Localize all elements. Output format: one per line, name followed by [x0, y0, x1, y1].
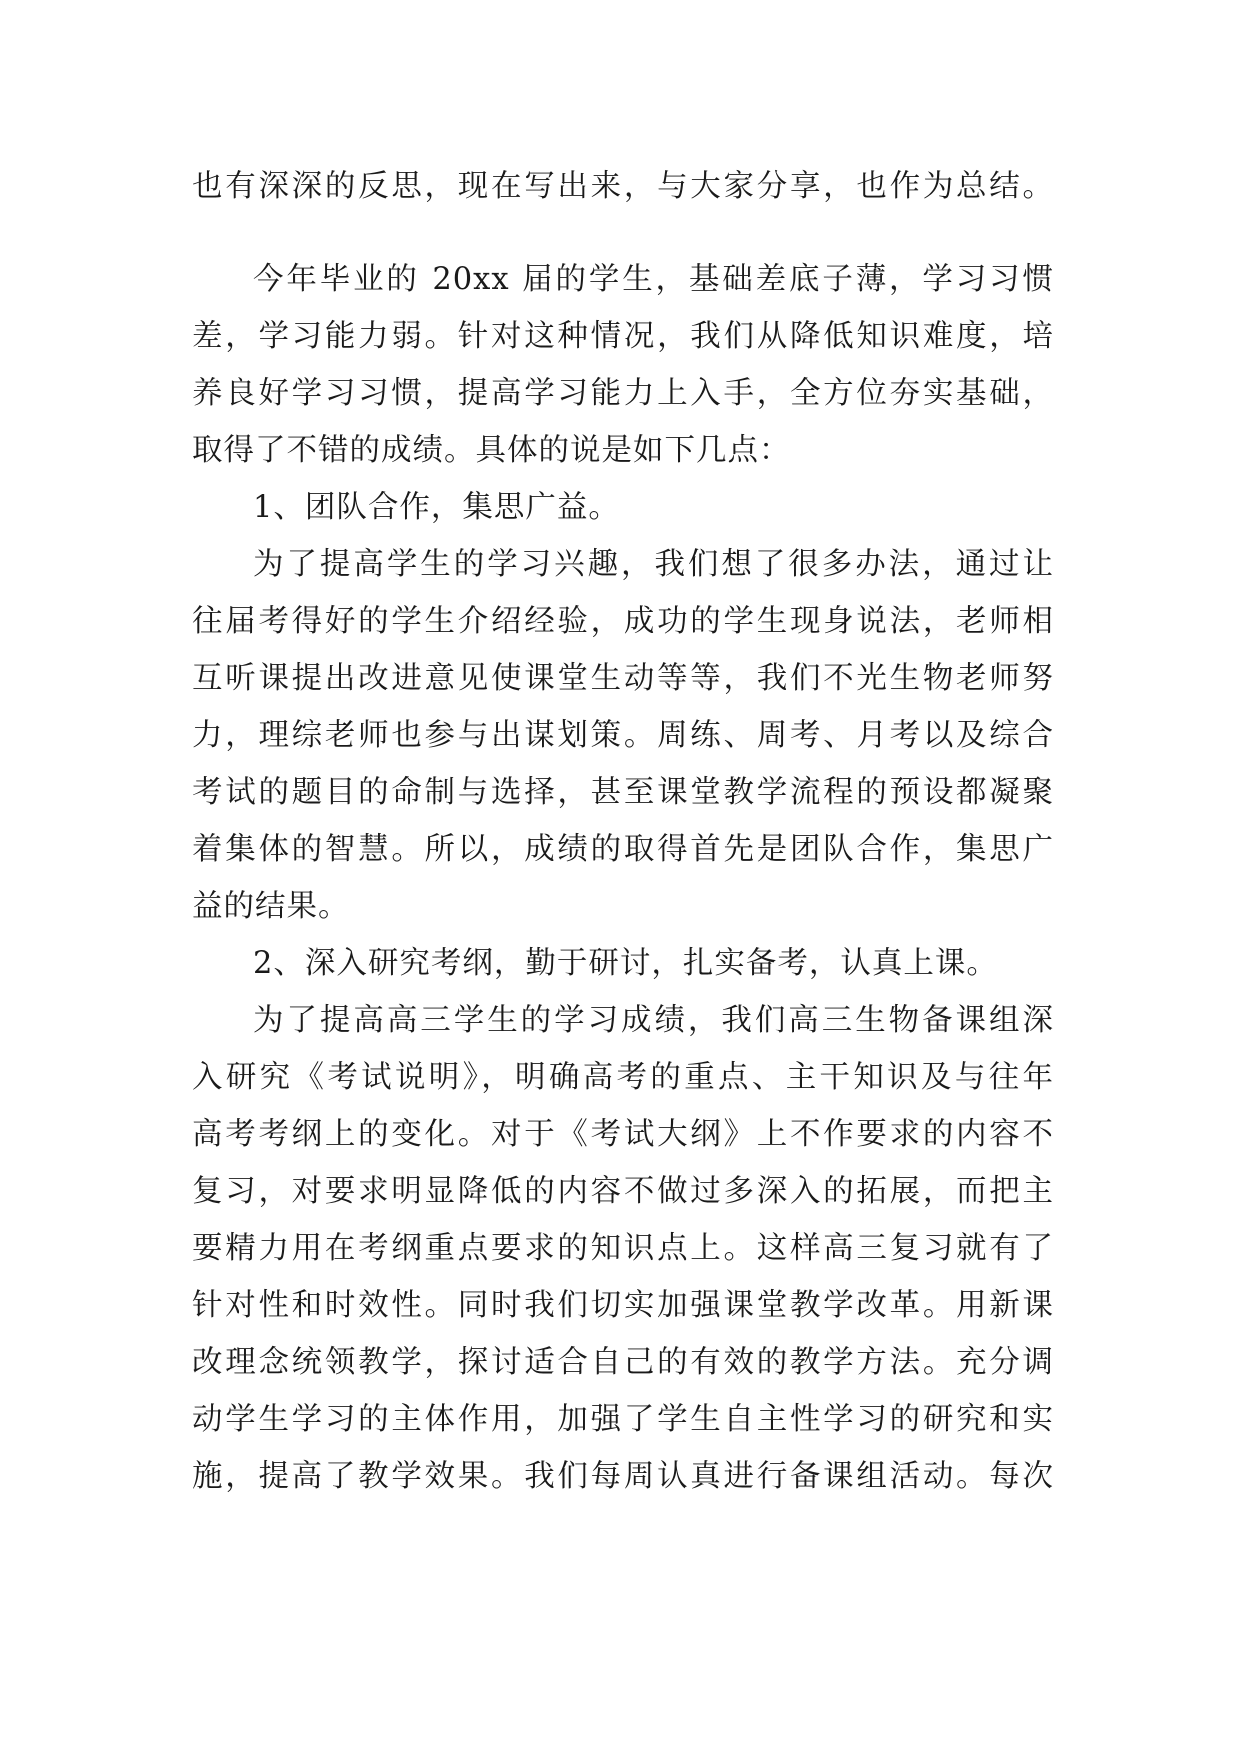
text-line: 今年毕业的 20xx 届的学生，基础差底子薄，学习习惯: [253, 262, 1054, 297]
section-heading: 1、团队合作，集思广益。: [253, 490, 620, 525]
text-line: 动学生学习的主体作用，加强了学生自主性学习的研究和实: [192, 1402, 1054, 1437]
text-line: 考试的题目的命制与选择，甚至课堂教学流程的预设都凝聚: [192, 775, 1054, 810]
text-line: 为了提高学生的学习兴趣，我们想了很多办法，通过让: [253, 547, 1054, 582]
text-line: 入研究《考试说明》，明确高考的重点、主干知识及与往年: [192, 1060, 1054, 1095]
text-line: 着集体的智慧。所以，成绩的取得首先是团队合作，集思广: [192, 832, 1054, 867]
text-line: 往届考得好的学生介绍经验，成功的学生现身说法，老师相: [192, 604, 1054, 639]
text-line: 高考考纲上的变化。对于《考试大纲》上不作要求的内容不: [192, 1117, 1054, 1152]
text-line: 互听课提出改进意见使课堂生动等等，我们不光生物老师努: [192, 661, 1054, 696]
text-line: 改理念统领教学，探讨适合自己的有效的教学方法。充分调: [192, 1345, 1054, 1380]
text-line: 养良好学习习惯，提高学习能力上入手，全方位夯实基础，: [192, 376, 1054, 411]
section-heading: 2、深入研究考纲，勤于研讨，扎实备考，认真上课。: [253, 946, 998, 981]
body-text: [192, 158, 1054, 1505]
text-line: 益的结果。: [192, 889, 350, 924]
text-line: 差，学习能力弱。针对这种情况，我们从降低知识难度，培: [192, 319, 1054, 354]
text-line: 复习，对要求明显降低的内容不做过多深入的拓展，而把主: [192, 1174, 1054, 1209]
text-line: 为了提高高三学生的学习成绩，我们高三生物备课组深: [253, 1003, 1054, 1038]
text-line: 取得了不错的成绩。具体的说是如下几点：: [192, 433, 791, 468]
text-line: 要精力用在考纲重点要求的知识点上。这样高三复习就有了: [192, 1231, 1054, 1266]
text-line: 针对性和时效性。同时我们切实加强课堂教学改革。用新课: [192, 1288, 1054, 1323]
text-line: 力，理综老师也参与出谋划策。周练、周考、月考以及综合: [192, 718, 1054, 753]
text-line: 也有深深的反思，现在写出来，与大家分享，也作为总结。: [192, 169, 1054, 204]
text-line: 施，提高了教学效果。我们每周认真进行备课组活动。每次: [192, 1459, 1054, 1494]
paragraph-gap: [192, 215, 1054, 251]
